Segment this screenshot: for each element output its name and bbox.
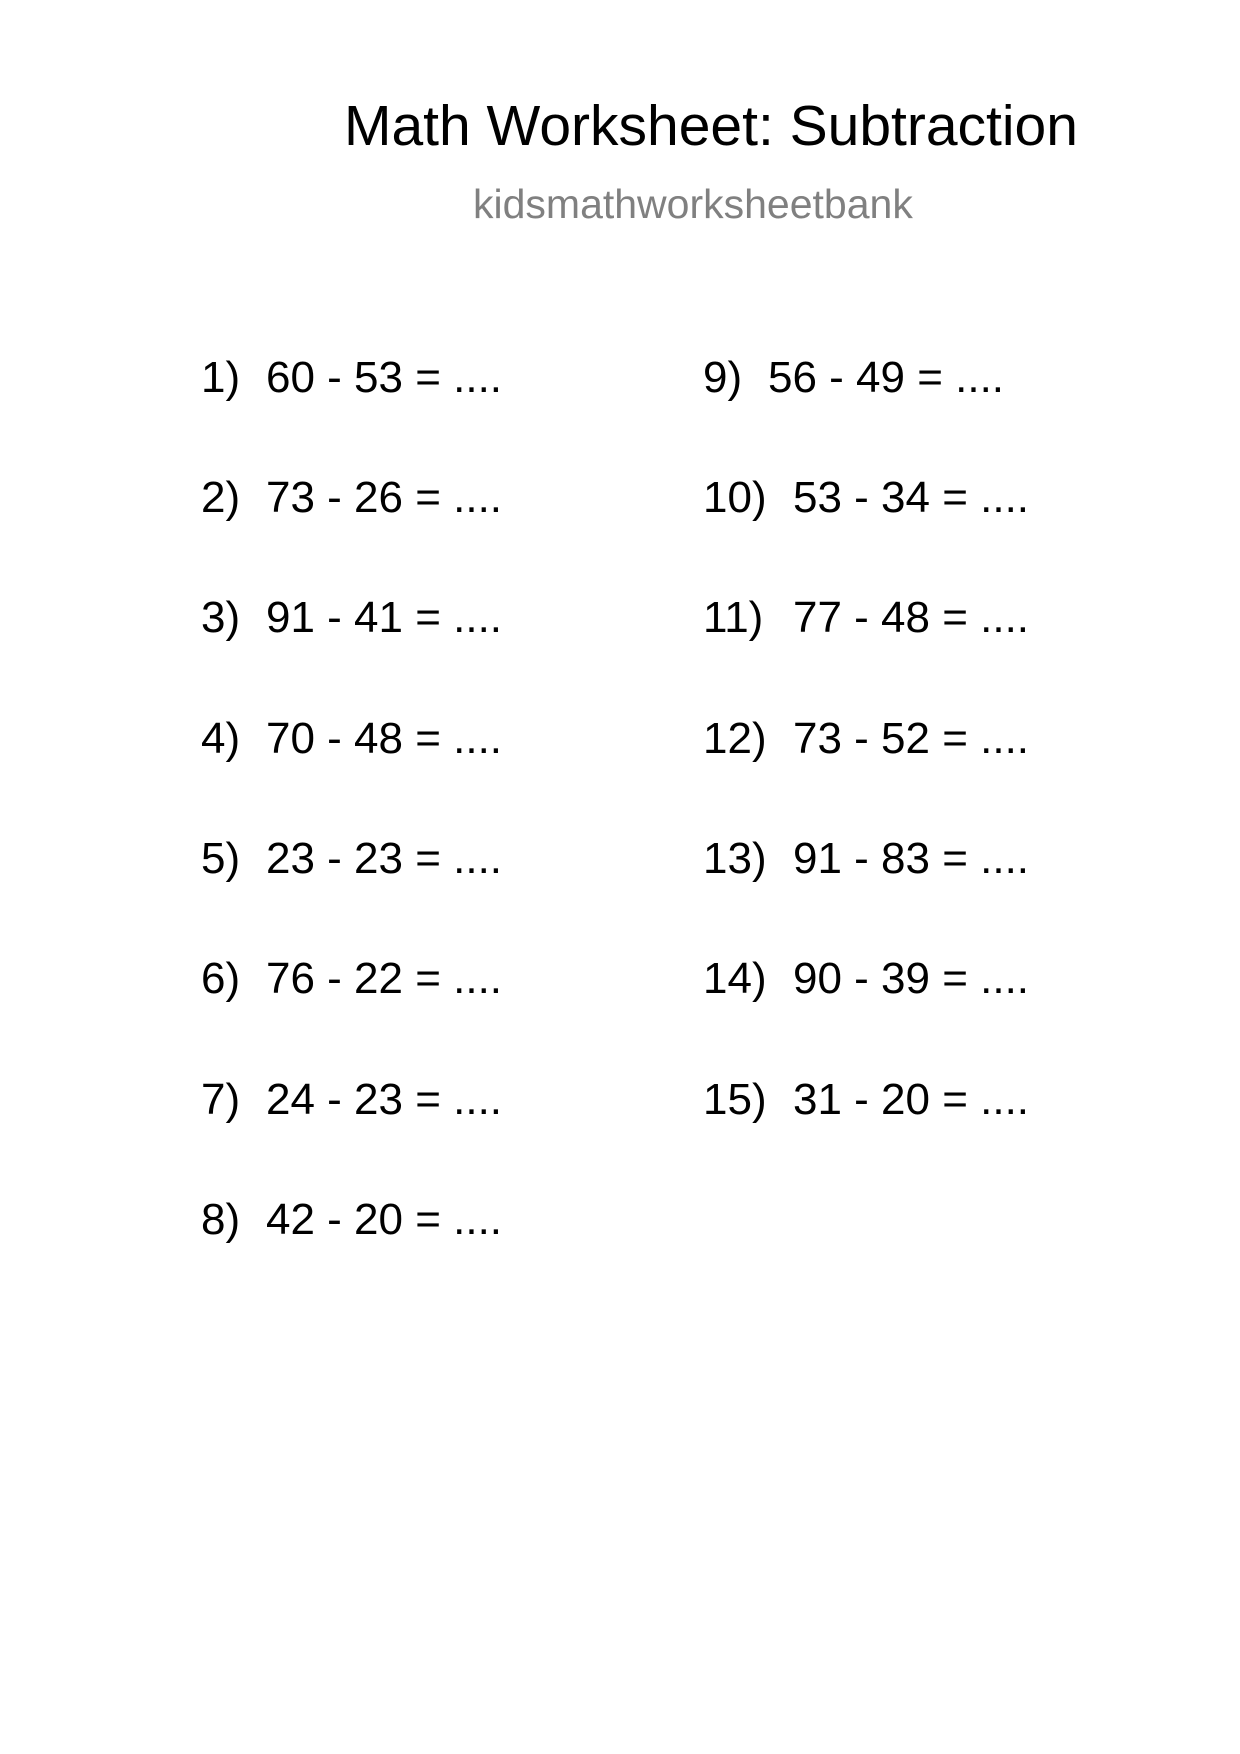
problem-number: 3)	[201, 593, 241, 642]
problem-number: 11)	[703, 593, 764, 642]
problem-number: 8)	[201, 1195, 241, 1244]
problem-number: 9)	[703, 353, 743, 402]
problem-item	[201, 1075, 503, 1124]
problem-item	[201, 593, 503, 642]
problem-expression: 60 - 53 = ....	[266, 353, 503, 402]
problem-item	[703, 714, 1030, 763]
problem-item	[703, 954, 1030, 1003]
problem-expression: 42 - 20 = ....	[266, 1195, 503, 1244]
problem-item	[201, 353, 503, 402]
problem-expression: 73 - 52 = ....	[793, 714, 1030, 763]
problem-number: 4)	[201, 714, 241, 763]
problem-expression: 91 - 41 = ....	[266, 593, 503, 642]
problem-number: 7)	[201, 1075, 241, 1124]
problem-number: 5)	[201, 834, 241, 883]
problem-number: 12)	[703, 714, 767, 763]
problem-number: 2)	[201, 473, 241, 522]
problem-expression: 24 - 23 = ....	[266, 1075, 503, 1124]
problem-expression: 53 - 34 = ....	[793, 473, 1030, 522]
problem-item	[703, 1075, 1030, 1124]
problem-item	[703, 473, 1030, 522]
problem-expression: 70 - 48 = ....	[266, 714, 503, 763]
page-subtitle: kidsmathworksheetbank	[473, 181, 913, 227]
problem-expression: 90 - 39 = ....	[793, 954, 1030, 1003]
problem-item	[703, 593, 1030, 642]
problem-number: 1)	[201, 353, 241, 402]
problem-number: 14)	[703, 954, 767, 1003]
problem-item	[201, 714, 503, 763]
problem-expression: 77 - 48 = ....	[793, 593, 1030, 642]
problem-expression: 91 - 83 = ....	[793, 834, 1030, 883]
page-title: Math Worksheet: Subtraction	[344, 94, 1078, 158]
problem-expression: 73 - 26 = ....	[266, 473, 503, 522]
problem-item	[201, 954, 503, 1003]
problem-number: 10)	[703, 473, 767, 522]
problem-expression: 23 - 23 = ....	[266, 834, 503, 883]
problem-item	[201, 834, 503, 883]
problem-expression: 56 - 49 = ....	[768, 353, 1005, 402]
problem-item	[201, 1195, 503, 1244]
problem-item	[703, 834, 1030, 883]
problem-expression: 76 - 22 = ....	[266, 954, 503, 1003]
problem-item	[201, 473, 503, 522]
problem-number: 13)	[703, 834, 767, 883]
problem-number: 6)	[201, 954, 241, 1003]
problem-expression: 31 - 20 = ....	[793, 1075, 1030, 1124]
problem-item	[703, 353, 1005, 402]
problem-number: 15)	[703, 1075, 767, 1124]
